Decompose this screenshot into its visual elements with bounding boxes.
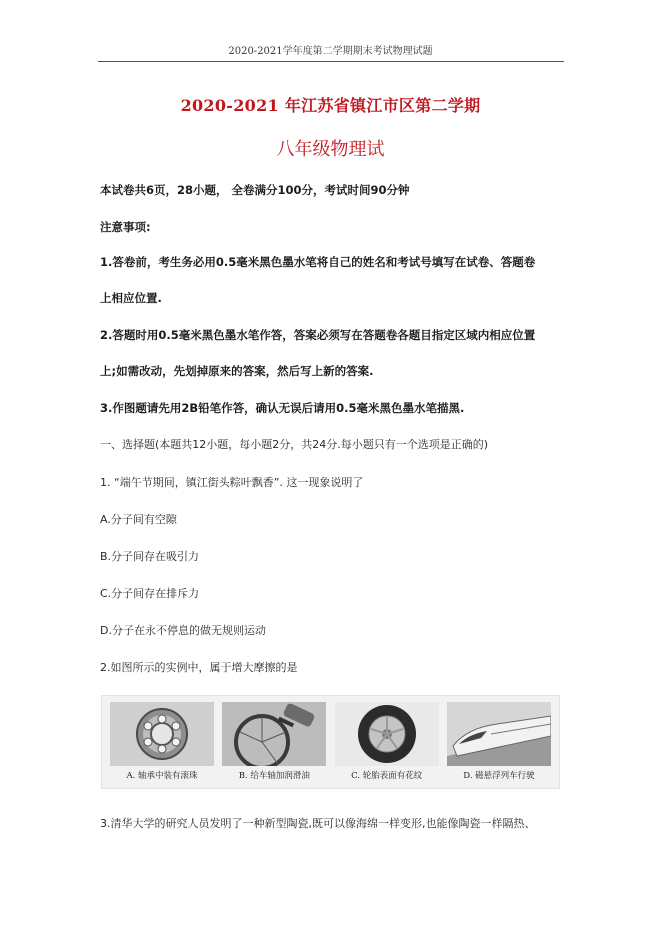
figure-panel-d — [447, 702, 551, 784]
question-1-option-c: C.分子间存在排斥力 — [100, 587, 200, 600]
question-1-option-a: A.分子间有空隙 — [100, 513, 177, 526]
caption-c: C. 轮胎表面有花纹 — [351, 771, 423, 781]
question-1-option-d: D.分子在永不停息的做无规则运动 — [100, 624, 266, 637]
tire-photo — [335, 702, 439, 766]
exam-subtitle: 八年级物理试 — [276, 139, 385, 160]
page-header: 2020-2021学年度第二学期期末考试物理试题 — [228, 46, 433, 57]
exam-title: 2020-2021 年江苏省镇江市区第二学期 — [180, 96, 481, 115]
notes-heading: 注意事项: — [100, 220, 151, 234]
question-1-option-b: B.分子间存在吸引力 — [100, 550, 200, 563]
exam-info: 本试卷共6页，28小题， 全卷满分100分，考试时间90分钟 — [100, 183, 410, 197]
bike-oil-photo — [222, 702, 326, 766]
note-2-line-1: 2.答题时用0.5毫米黑色墨水笔作答，答案必须写在答题卷各题目指定区域内相应位置 — [100, 328, 536, 342]
caption-d: D. 磁悬浮列车行驶 — [463, 771, 535, 781]
maglev-photo — [447, 702, 551, 766]
note-2-line-2: 上;如需改动，先划掉原来的答案，然后写上新的答案. — [100, 364, 374, 378]
figure-panel-a — [110, 702, 214, 784]
caption-b: B. 给车轴加润滑油 — [238, 771, 310, 781]
bearing-photo — [110, 702, 214, 766]
note-3: 3.作图题请先用2B铅笔作答，确认无误后请用0.5毫米黑色墨水笔描黑. — [100, 401, 465, 415]
note-1-line-2: 上相应位置. — [100, 291, 162, 305]
question-3-stem: 3.清华大学的研究人员发明了一种新型陶瓷,既可以像海绵一样变形,也能像陶瓷一样隔热、 — [100, 817, 536, 830]
section-heading: 一、选择题(本题共12小题，每小题2分，共24分.每小题只有一个选项是正确的) — [100, 438, 489, 451]
caption-a: A. 轴承中装有滚珠 — [126, 771, 198, 781]
figure-panel-c — [335, 702, 439, 784]
question-2-stem: 2.如图所示的实例中，属于增大摩擦的是 — [100, 661, 298, 674]
question-1-stem: 1. “端午节期间，镇江街头粽叶飘香”. 这一现象说明了 — [100, 476, 364, 489]
note-1-line-1: 1.答卷前，考生务必用0.5毫米黑色墨水笔将自己的姓名和考试号填写在试卷、答题卷 — [100, 255, 536, 269]
question-2-figure — [101, 695, 560, 789]
header-rule — [98, 61, 564, 62]
figure-panel-b — [222, 702, 326, 784]
